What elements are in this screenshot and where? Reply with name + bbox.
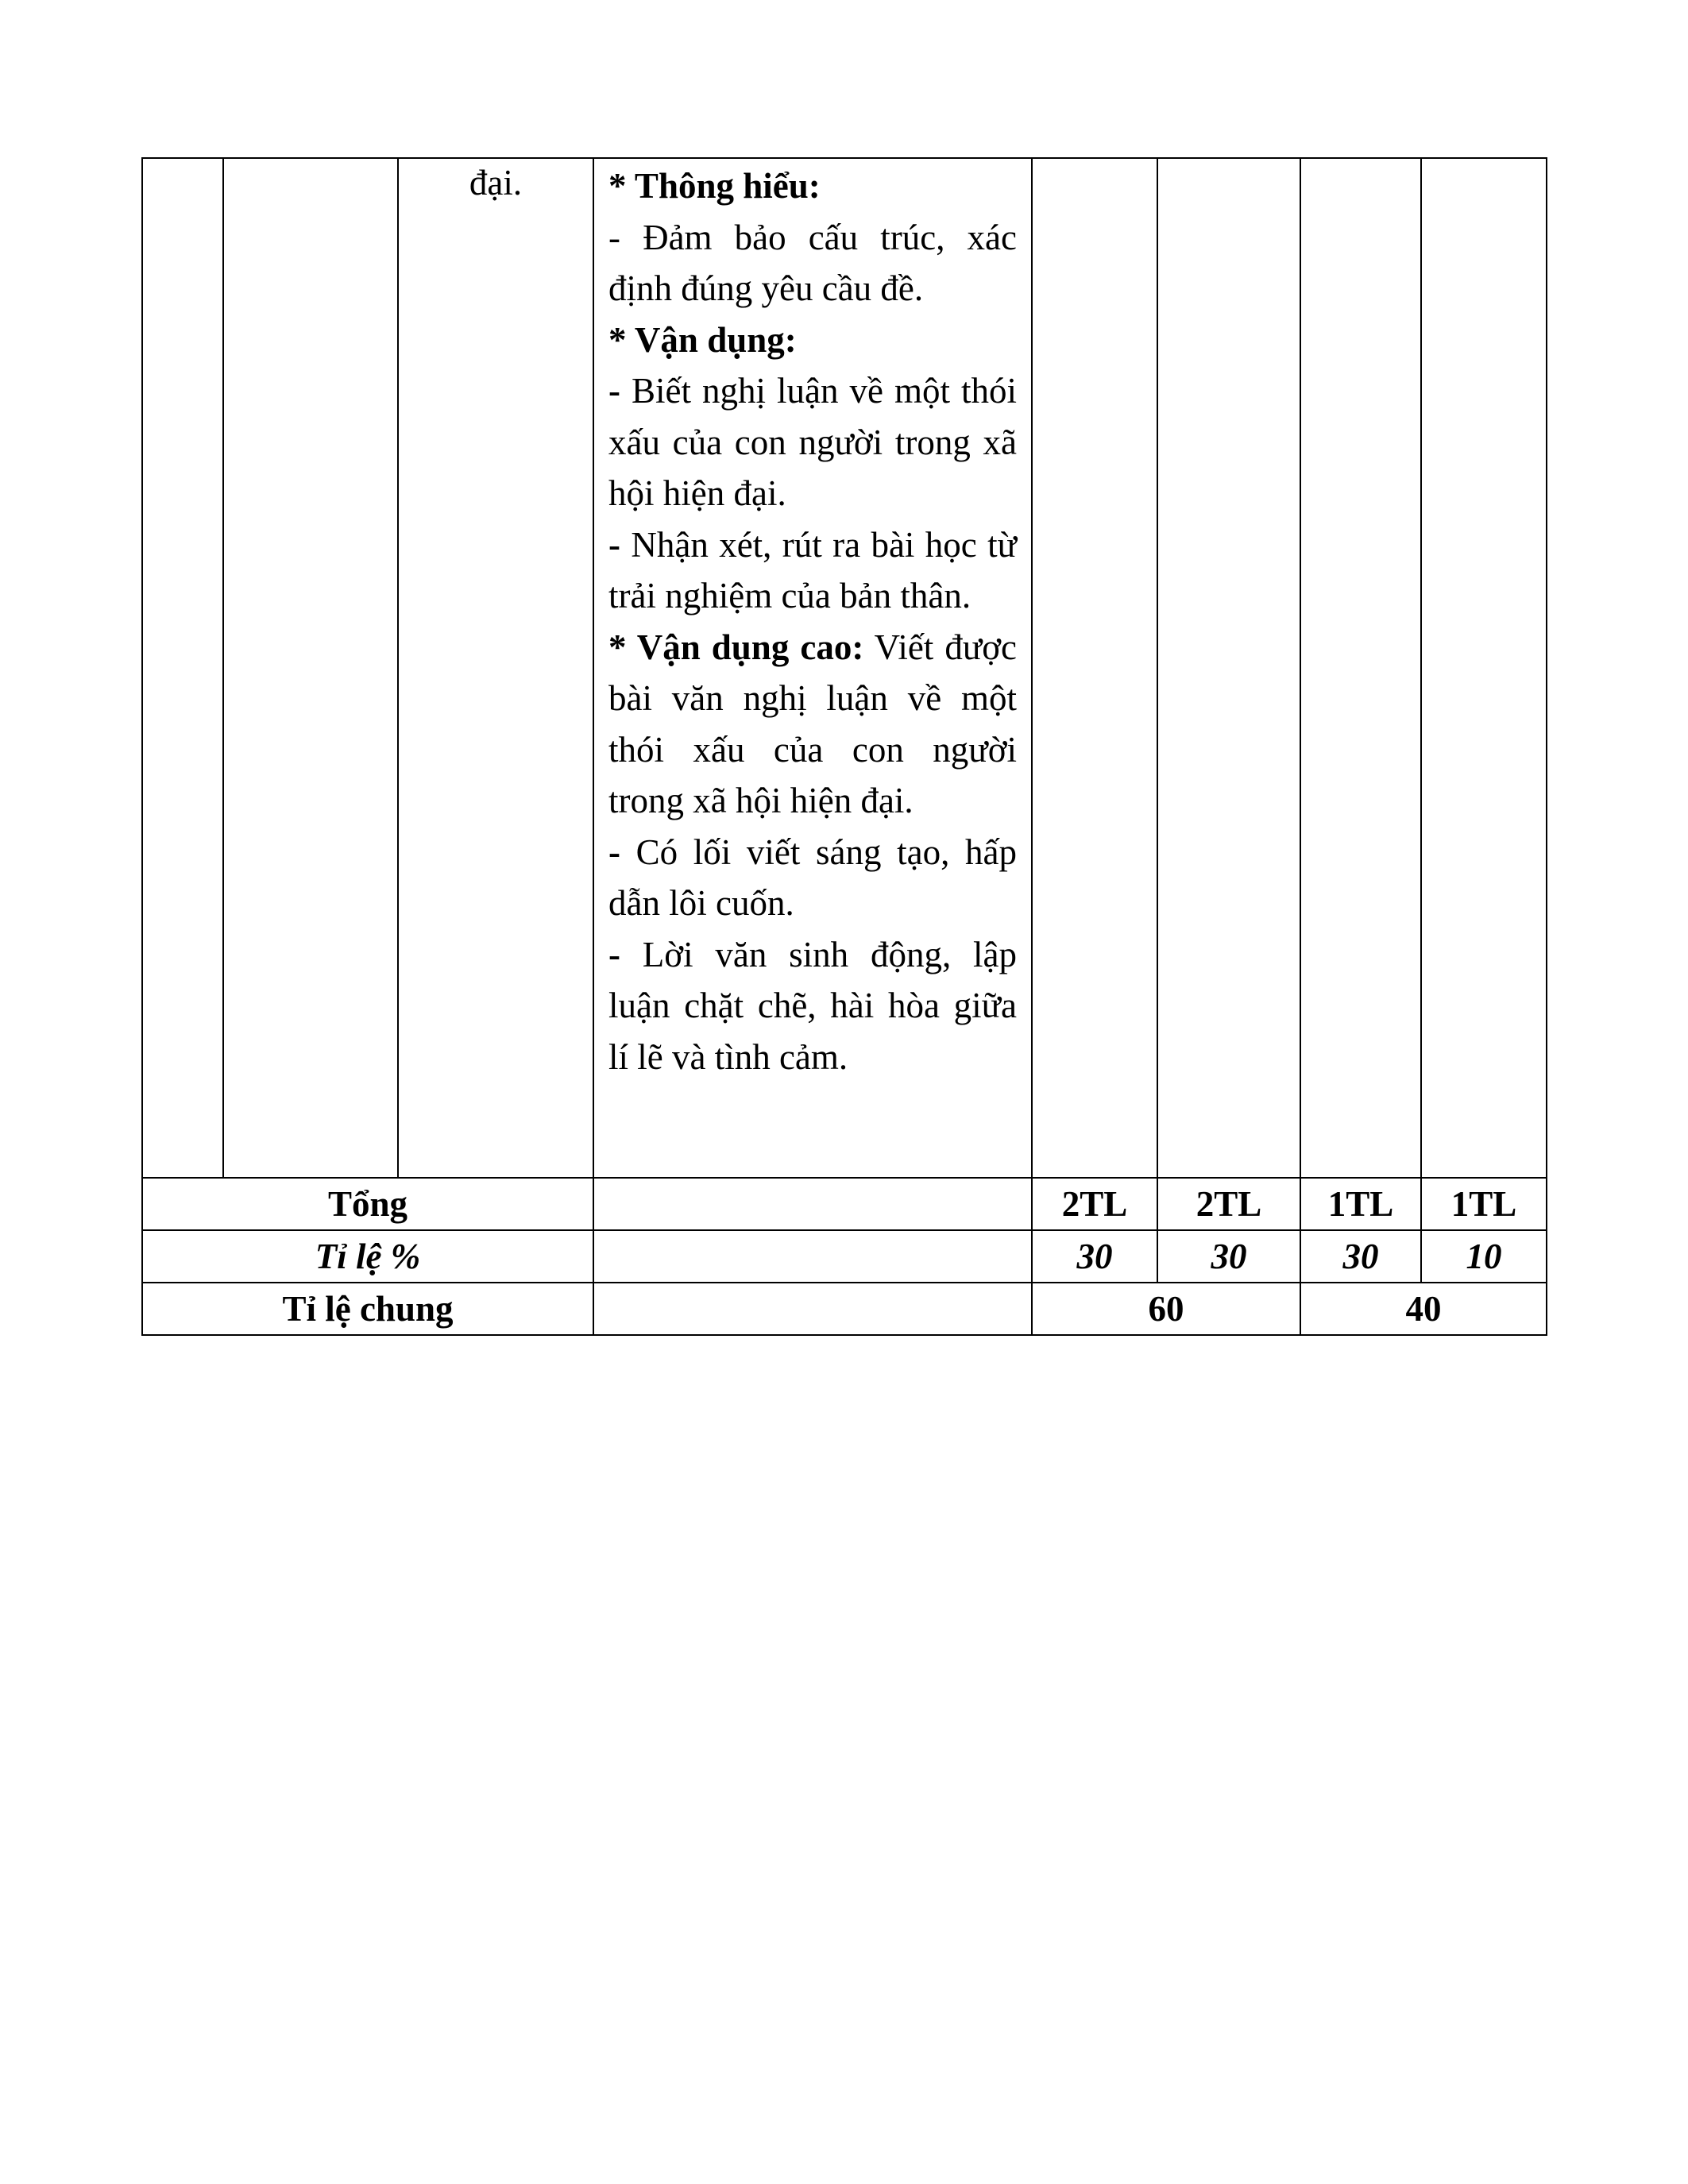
cell-level-4-empty: [1421, 158, 1547, 1178]
ratio-value: 30: [1300, 1230, 1421, 1283]
ratio-value: 30: [1032, 1230, 1157, 1283]
total-value: 2TL: [1032, 1178, 1157, 1230]
cell-level-1-empty: [1032, 158, 1157, 1178]
description-line: * Vận dụng cao: Viết được bài văn nghị luận về một thói xấu của con người trong xã hội hiện đại.: [608, 627, 1017, 820]
total-value: 1TL: [1421, 1178, 1547, 1230]
description-line: - Lời văn sinh động, lập luận chặt chẽ, hài hòa giữa lí lẽ và tình cảm.: [608, 934, 1017, 1077]
description-line: * Vận dụng:: [608, 319, 797, 360]
table-row-content: [142, 158, 1547, 1178]
overall-label: Tỉ lệ chung: [142, 1283, 593, 1335]
description-line: - Có lối viết sáng tạo, hấp dẫn lôi cuốn.: [608, 832, 1017, 923]
description-line: - Nhận xét, rút ra bài học từ trải nghiệm của bản thân.: [608, 524, 1017, 615]
cell-description: [593, 158, 1032, 1178]
ratio-value: 10: [1421, 1230, 1547, 1283]
description-line: - Đảm bảo cấu trúc, xác định đúng yêu cầu đề.: [608, 217, 1017, 308]
total-empty-cell: [593, 1178, 1032, 1230]
cell-index-empty: [142, 158, 223, 1178]
total-value: 2TL: [1157, 1178, 1300, 1230]
total-value: 1TL: [1300, 1178, 1421, 1230]
description-line: - Biết nghị luận về một thói xấu của con người trong xã hội hiện đại.: [608, 371, 1017, 513]
overall-empty-cell: [593, 1283, 1032, 1335]
cell-level-3-empty: [1300, 158, 1421, 1178]
ratio-empty-cell: [593, 1230, 1032, 1283]
ratio-value: 30: [1157, 1230, 1300, 1283]
table-row-total: [142, 1178, 1547, 1230]
overall-value: 60: [1032, 1283, 1300, 1335]
cell-level-2-empty: [1157, 158, 1300, 1178]
table-row-ratio: [142, 1230, 1547, 1283]
total-label: Tổng: [142, 1178, 593, 1230]
assessment-matrix-table: [141, 157, 1547, 1336]
overall-value: 40: [1300, 1283, 1547, 1335]
cell-unit: [398, 158, 593, 1178]
cell-topic-empty: [223, 158, 398, 1178]
table-row-overall: [142, 1283, 1547, 1335]
ratio-label: Tỉ lệ %: [142, 1230, 593, 1283]
description-line: * Thông hiểu:: [608, 166, 821, 206]
unit-text: đại.: [469, 163, 523, 203]
